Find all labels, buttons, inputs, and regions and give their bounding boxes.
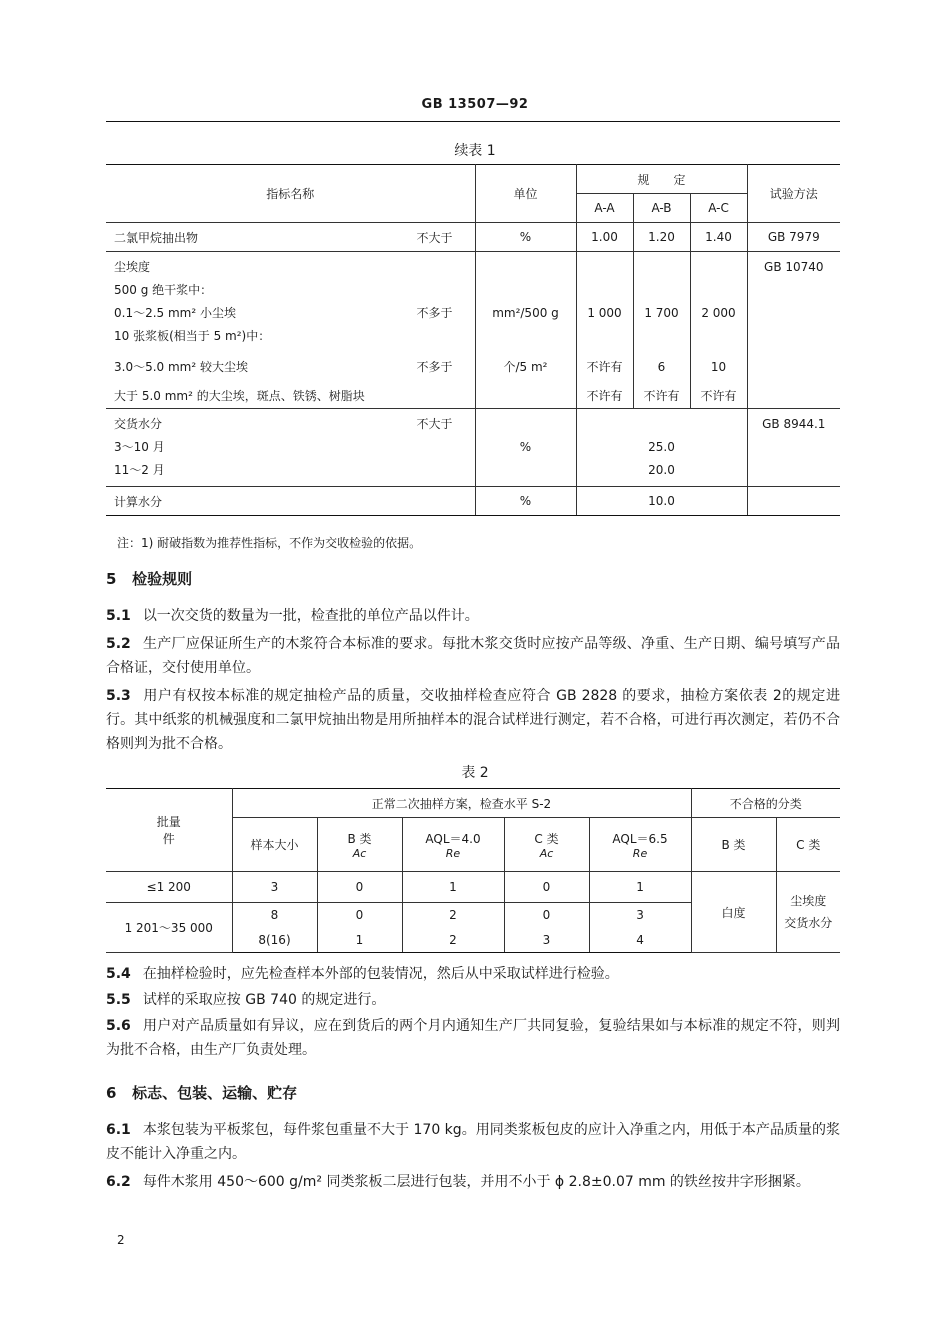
t2-b-re: Re	[445, 846, 461, 860]
dust-item3-ac: 不许有	[700, 389, 737, 403]
clause-5-1-text: 以一次交货的数量为一批，检查批的单位产品以件计。	[142, 608, 479, 624]
dust-item1-ab: 1 700	[644, 306, 679, 320]
t2-c-item1: 尘埃度	[790, 894, 827, 908]
t2-col-b: B 类	[691, 818, 776, 872]
clause-5-5-text: 试样的采取应按 GB 740 的规定进行。	[142, 992, 386, 1008]
t2-c-item2: 交货水分	[784, 916, 833, 930]
t2-r2-bac2: 1	[317, 928, 402, 953]
clause-5-3-text: 用户有权按本标准的规定抽检产品的质量，交收抽样检查应符合 GB 2828 的要求，抽检方案依表 2的规定进行。其中纸浆的机械强度和二氯甲烷抽出物是用所抽样本的混合试样进行测定，若不合格，可进行再次测定，若仍不合格则判为批不合格。	[106, 688, 840, 752]
clause-5-3	[106, 684, 840, 756]
section-6-heading	[106, 1082, 297, 1103]
t2-c-class: C 类	[534, 831, 559, 846]
moisture-method: GB 8944.1	[762, 417, 826, 431]
clause-5-1	[106, 604, 840, 628]
moisture-qual: 不大于	[416, 417, 453, 431]
section-6-number: 6	[106, 1084, 117, 1102]
moisture-m2: 11～2 月	[114, 463, 165, 477]
moisture-unit: %	[519, 440, 532, 454]
clause-5-4-number: 5.4	[106, 966, 131, 982]
dust-item3-aa: 不许有	[586, 389, 623, 403]
clause-6-2-text: 每件木浆用 450～600 g/m² 同类浆板二层进行包装，并用不小于 ϕ 2.8±0.07 mm 的铁丝按井字形捆紧。	[142, 1174, 810, 1190]
clause-5-2-number: 5.2	[106, 636, 131, 652]
row-dcm-aa: 1.00	[576, 223, 633, 252]
dust-sub1: 500 g 绝干浆中：	[114, 283, 213, 297]
t2-r1-batch: ≤1 200	[106, 872, 232, 903]
grade-ac: A-C	[690, 194, 747, 223]
table2-caption: 表 2	[461, 765, 489, 781]
t2-b-aql: AQL＝4.0	[425, 831, 481, 846]
dust-item2: 3.0～5.0 mm² 较大尘埃	[114, 360, 248, 374]
t2-r1-bre: 1	[402, 872, 504, 903]
t2-c-re: Re	[632, 846, 648, 860]
t2-b-ac: Ac	[352, 846, 367, 860]
clause-5-5	[106, 988, 840, 1012]
t2-r2-cre1: 3	[589, 903, 691, 928]
t2-batch-unit: 件	[162, 832, 175, 846]
col-header-method: 试验方法	[747, 165, 840, 223]
dust-item3: 大于 5.0 mm² 的大尘埃，斑点、铁锈、树脂块	[114, 389, 365, 403]
moisture-v2: 20.0	[648, 463, 675, 477]
t2-batch: 批量	[156, 815, 181, 829]
dust-item2-unit: 个/5 m²	[503, 360, 548, 374]
row-dcm-ac: 1.40	[690, 223, 747, 252]
clause-5-2	[106, 632, 840, 680]
table-2	[106, 788, 840, 953]
row-dcm-qual: 不大于	[416, 230, 453, 245]
t2-r1-n: 3	[232, 872, 317, 903]
t2-r1-bac: 0	[317, 872, 402, 903]
col-header-spec: 规 定	[576, 165, 747, 194]
clause-5-4-text: 在抽样检验时，应先检查样本外部的包装情况，然后从中采取试样进行检验。	[142, 966, 619, 982]
moisture-v1: 25.0	[648, 440, 675, 454]
row-dcm-name: 二氯甲烷抽出物	[114, 230, 199, 245]
dust-item1-qual: 不多于	[416, 306, 453, 320]
dust-item2-ab: 6	[657, 360, 666, 374]
dust-item3-ab: 不许有	[643, 389, 680, 403]
section-5-heading	[106, 568, 192, 589]
t2-batch-header	[106, 789, 232, 872]
clause-6-2-number: 6.2	[106, 1174, 131, 1190]
dust-item1-ac: 2 000	[701, 306, 736, 320]
table1-caption: 续表 1	[454, 143, 496, 159]
clause-6-1-text: 本浆包装为平板浆包，每件浆包重量不大于 170 kg。用同类浆板包皮的应计入净重之内，用低于本产品质量的浆皮不能计入净重之内。	[106, 1122, 840, 1162]
table-1	[106, 164, 840, 516]
dust-method: GB 10740	[764, 260, 824, 274]
clause-5-6-number: 5.6	[106, 1018, 131, 1034]
t2-r2-n1: 8	[232, 903, 317, 928]
clause-5-6	[106, 1014, 840, 1062]
dust-item1-unit: mm²/500 g	[492, 306, 559, 320]
dust-item1-aa: 1 000	[587, 306, 622, 320]
t2-r1-cre: 1	[589, 872, 691, 903]
table-note: 注：1) 耐破指数为推荐性指标，不作为交收检验的依据。	[117, 536, 422, 550]
t2-sample-size: 样本大小	[232, 818, 317, 872]
page-number: 2	[117, 1233, 125, 1247]
calc-value: 10.0	[576, 487, 747, 516]
t2-r2-cac2: 3	[504, 928, 589, 953]
section-5-title: 检验规则	[132, 570, 193, 588]
clause-5-1-number: 5.1	[106, 608, 131, 624]
grade-ab: A-B	[633, 194, 690, 223]
clause-6-1-number: 6.1	[106, 1122, 131, 1138]
clause-5-3-number: 5.3	[106, 688, 131, 704]
calc-name: 计算水分	[106, 487, 475, 516]
dust-item2-aa: 不许有	[586, 360, 623, 374]
dust-item2-ac: 10	[710, 360, 727, 374]
t2-plan: 正常二次抽样方案，检查水平 S-2	[232, 789, 691, 818]
t2-r2-cac1: 0	[504, 903, 589, 928]
t2-c-ac: Ac	[539, 846, 554, 860]
t2-r2-batch: 1 201～35 000	[106, 903, 232, 953]
section-6-title: 标志、包装、运输、贮存	[132, 1084, 298, 1102]
t2-r2-bre1: 2	[402, 903, 504, 928]
clause-5-5-number: 5.5	[106, 992, 131, 1008]
dust-sub2: 10 张浆板(相当于 5 m²)中：	[114, 329, 271, 343]
moisture-title: 交货水分	[114, 417, 163, 431]
t2-b-class: B 类	[347, 831, 372, 846]
dust-item2-qual: 不多于	[416, 360, 453, 374]
t2-classify: 不合格的分类	[691, 789, 840, 818]
clause-5-6-text: 用户对产品质量如有异议，应在到货后的两个月内通知生产厂共同复验，复验结果如与本标准的规定不符，则判为批不合格，由生产厂负责处理。	[106, 1018, 840, 1058]
row-dcm-ab: 1.20	[633, 223, 690, 252]
grade-aa: A-A	[576, 194, 633, 223]
section-5-number: 5	[106, 570, 117, 588]
standard-header: GB 13507—92	[421, 97, 529, 112]
t2-r2-bac1: 0	[317, 903, 402, 928]
clause-6-2	[106, 1170, 840, 1194]
row-dcm-method: GB 7979	[747, 223, 840, 252]
t2-col-c: C 类	[776, 818, 840, 872]
calc-unit: %	[475, 487, 576, 516]
dust-title: 尘埃度	[114, 260, 151, 274]
row-dcm-unit: %	[475, 223, 576, 252]
dust-item1: 0.1～2.5 mm² 小尘埃	[114, 306, 236, 320]
t2-r2-n2: 8(16)	[232, 928, 317, 953]
moisture-m1: 3～10 月	[114, 440, 165, 454]
t2-c-aql: AQL＝6.5	[612, 831, 668, 846]
clause-5-2-text: 生产厂应保证所生产的木浆符合本标准的要求。每批木浆交货时应按产品等级、净重、生产日期、编号填写产品合格证，交付使用单位。	[106, 636, 840, 676]
t2-r2-bre2: 2	[402, 928, 504, 953]
col-header-unit: 单位	[475, 165, 576, 223]
header-rule	[106, 121, 840, 122]
t2-r1-cac: 0	[504, 872, 589, 903]
clause-5-4	[106, 962, 840, 986]
t2-r2-cre2: 4	[589, 928, 691, 953]
col-header-name: 指标名称	[106, 165, 475, 223]
t2-b-items: 白度	[691, 872, 776, 953]
clause-6-1	[106, 1118, 840, 1166]
